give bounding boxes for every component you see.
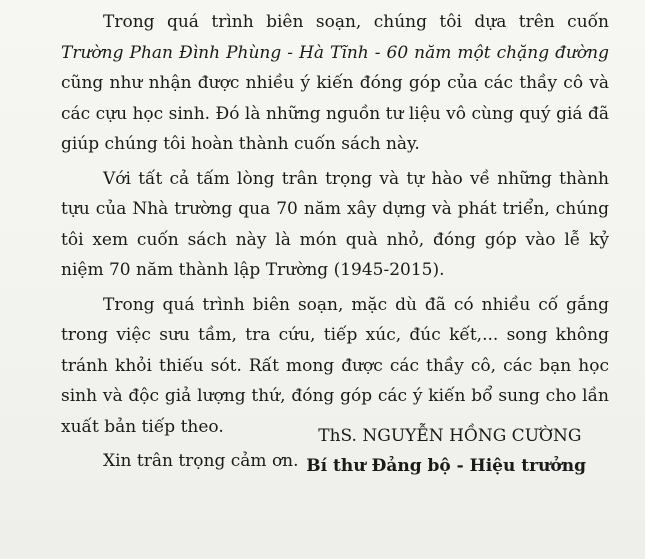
closing-line: Xin trân trọng cảm ơn. bbox=[103, 451, 299, 471]
paragraph-3 bbox=[61, 290, 609, 443]
paragraph-3-text: Trong quá trình biên soạn, mặc dù đã có nhiều cố gắng trong việc sưu tầm, tra cứu, tiếp xúc, đúc kết,... song không tránh khỏi thiếu sót. Rất mong được các thầy cô, các bạn học sinh và độc giả lượng thứ, đóng góp các ý kiến bổ sung cho lần xuất bản tiếp theo. bbox=[61, 294, 609, 437]
signature-block bbox=[306, 421, 586, 481]
paragraph-1-text-a: Trong quá trình biên soạn, chúng tôi dựa trên cuốn bbox=[103, 12, 609, 32]
paragraph-1 bbox=[61, 7, 609, 160]
paragraph-2 bbox=[61, 164, 609, 286]
book-title: Trường Phan Đình Phùng - Hà Tĩnh - 60 năm một chặng đường bbox=[61, 42, 609, 63]
body-text bbox=[61, 7, 609, 481]
paragraph-1-text-b: cũng như nhận được nhiều ý kiến đóng góp của các thầy cô và các cựu học sinh. Đó là những nguồn tư liệu vô cùng quý giá đã giúp chúng tôi hoàn thành cuốn sách này. bbox=[61, 73, 609, 154]
signer-title: Bí thư Đảng bộ - Hiệu trưởng bbox=[306, 456, 586, 476]
signer-name: ThS. NGUYỄN HỒNG CƯỜNG bbox=[318, 426, 582, 446]
paragraph-2-text: Với tất cả tấm lòng trân trọng và tự hào về những thành tựu của Nhà trường qua 70 năm xây dựng và phát triển, chúng tôi xem cuốn sách này là món quà nhỏ, đóng góp vào lễ kỷ niệm 70 năm thành lập Trường (1945-2015). bbox=[61, 168, 609, 280]
